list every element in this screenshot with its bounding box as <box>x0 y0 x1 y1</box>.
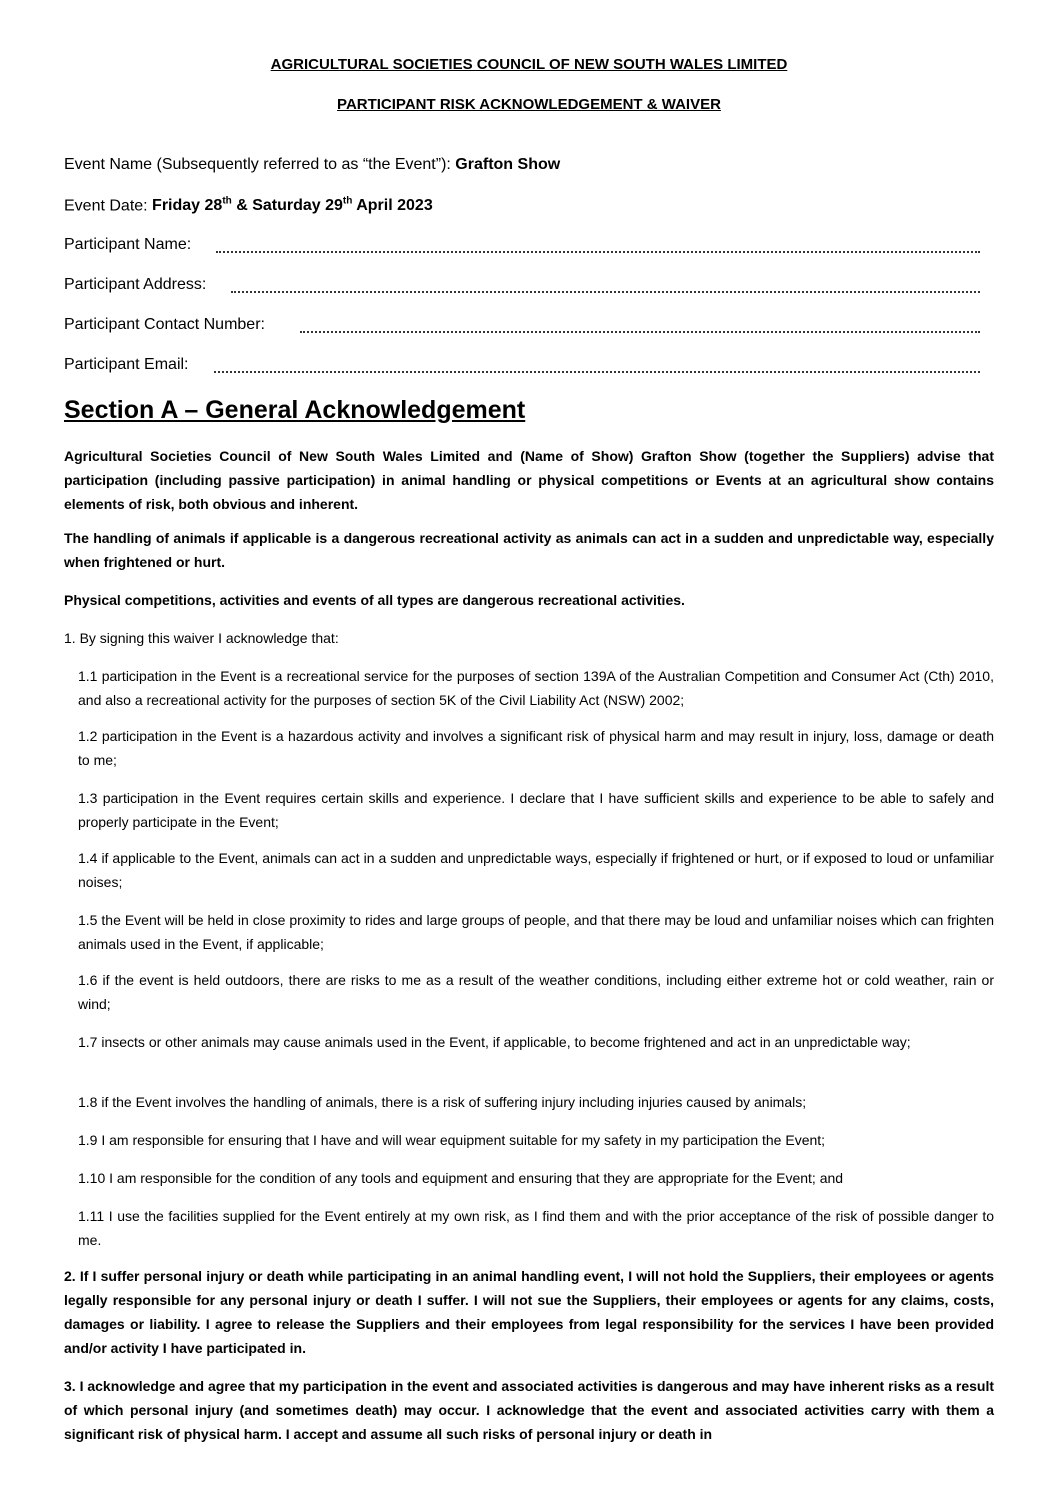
document-title: PARTICIPANT RISK ACKNOWLEDGEMENT & WAIVER <box>337 96 721 113</box>
participant-address-label: Participant Address: <box>64 276 207 293</box>
clause-item: 1.5 the Event will be held in close proximity to rides and large groups of people, and that there may be loud and unfamiliar noises which can frighten animals used in the Event, if applicable; <box>78 912 994 952</box>
participant-email-field[interactable] <box>214 371 980 373</box>
participant-address-field[interactable] <box>231 291 980 293</box>
clause-2: 2. If I suffer personal injury or death while participating in an animal handling event, I will not hold the Suppliers, their employees or agents legally responsible for any personal injury or death I suffer. I will not sue the Suppliers, their employees or agents for any claims, costs, damages or liability. I agree to release the Suppliers and their employees from legal responsibility for the services I have been provided and/or activity I have participated in. <box>64 1268 994 1356</box>
clause-item: 1.4 if applicable to the Event, animals can act in a sudden and unpredictable ways, especially if frightened or hurt, or if exposed to loud or unfamiliar noises; <box>78 850 994 890</box>
clause-item: 1.2 participation in the Event is a hazardous activity and involves a significant risk of physical harm and may result in injury, loss, damage or death to me; <box>78 728 994 768</box>
clause-item: 1.9 I am responsible for ensuring that I have and will wear equipment suitable for my safety in my participation the Event; <box>78 1132 826 1148</box>
event-date-label: Event Date: <box>64 197 153 215</box>
participant-contact-label: Participant Contact Number: <box>64 316 265 333</box>
participant-name-label: Participant Name: <box>64 236 192 253</box>
section-a-heading: Section A – General Acknowledgement <box>64 396 526 424</box>
intro-paragraph-2: The handling of animals if applicable is a dangerous recreational activity as animals can act in a sudden and unpredictable way, especially when frightened or hurt. <box>64 530 994 570</box>
clause-item: 1.11 I use the facilities supplied for the Event entirely at my own risk, as I find them and with the prior acceptance of the risk of possible danger to me. <box>78 1208 994 1248</box>
participant-email-label: Participant Email: <box>64 356 189 373</box>
event-name-value: Grafton Show <box>455 156 561 173</box>
participant-name-field[interactable] <box>216 251 980 253</box>
clause-1: 1. By signing this waiver I acknowledge that: <box>64 630 339 646</box>
clause-item: 1.7 insects or other animals may cause animals used in the Event, if applicable, to become frightened and act in an unpredictable way; <box>78 1034 911 1050</box>
clause-item: 1.10 I am responsible for the condition of any tools and equipment and ensuring that they are appropriate for the Event; and <box>78 1170 844 1186</box>
org-title: AGRICULTURAL SOCIETIES COUNCIL OF NEW SOUTH WALES LIMITED <box>270 56 788 73</box>
event-name-line <box>64 156 560 174</box>
event-date-value: Friday 28th & Saturday 29th April 2023 <box>152 196 433 215</box>
intro-paragraph-3: Physical competitions, activities and events of all types are dangerous recreational activities. <box>64 592 685 608</box>
event-date-line <box>64 196 433 215</box>
clause-item: 1.3 participation in the Event requires certain skills and experience. I declare that I have sufficient skills and experience to be able to safely and properly participate in the Event; <box>78 790 994 830</box>
clause-item: 1.8 if the Event involves the handling of animals, there is a risk of suffering injury including injuries caused by animals; <box>78 1094 807 1110</box>
intro-paragraph-1: Agricultural Societies Council of New South Wales Limited and (Name of Show) Grafton Show (together the Suppliers) advise that participation (including passive participation) in animal handling or physical competitions or Events at an agricultural show contains elements of risk, both obvious and inherent. <box>64 448 994 512</box>
participant-contact-field[interactable] <box>300 331 980 333</box>
event-name-label: Event Name (Subsequently referred to as “the Event”): <box>64 156 456 173</box>
clause-item: 1.1 participation in the Event is a recreational service for the purposes of section 139A of the Australian Competition and Consumer Act (Cth) 2010, and also a recreational activity for the purposes of section 5K of the Civil Liability Act (NSW) 2002; <box>78 668 994 708</box>
clause-item: 1.6 if the event is held outdoors, there are risks to me as a result of the weather conditions, including either extreme hot or cold weather, rain or wind; <box>78 972 994 1012</box>
clause-3: 3. I acknowledge and agree that my participation in the event and associated activities is dangerous and may have inherent risks as a result of which personal injury (and sometimes death) may occur. I acknowledge that the event and associated activities carry with them a significant risk of physical harm. I accept and assume all such risks of personal injury or death in <box>64 1378 994 1442</box>
